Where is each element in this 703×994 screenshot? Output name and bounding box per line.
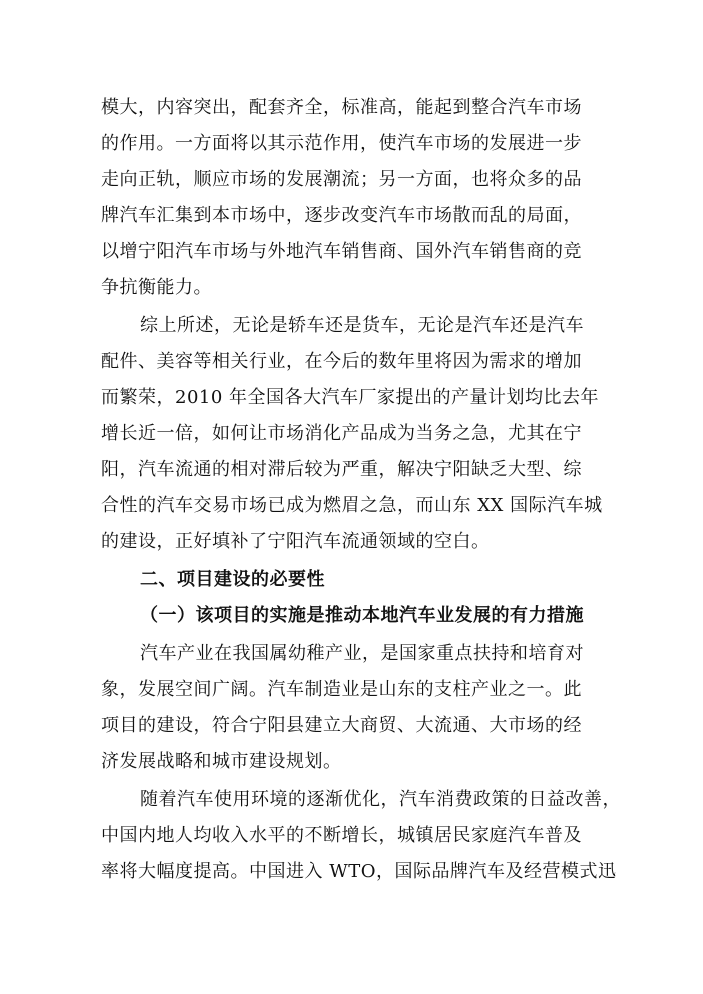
- text-line: 综上所述，无论是轿车还是货车，无论是汽车还是汽车: [140, 315, 584, 336]
- text-line: 汽车产业在我国属幼稚产业，是国家重点扶持和培育对: [140, 643, 584, 664]
- text-line: 率将大幅度提高。中国进入 WTO，国际品牌汽车及经营模式迅: [101, 861, 617, 882]
- text-line: 而繁荣，2010 年全国各大汽车厂家提出的产量计划均比去年: [101, 387, 600, 408]
- text-line: 随着汽车使用环境的逐渐优化，汽车消费政策的日益改善，: [140, 789, 621, 810]
- section-heading: 二、项目建设的必要性: [140, 569, 325, 590]
- text-line: 争抗衡能力。: [101, 277, 212, 298]
- text-line: 象，发展空间广阔。汽车制造业是山东的支柱产业之一。此: [101, 679, 582, 700]
- text-line: 的建设，正好填补了宁阳汽车流通领域的空白。: [101, 531, 490, 552]
- text-line: 配件、美容等相关行业，在今后的数年里将因为需求的增加: [101, 351, 582, 372]
- text-line: 合性的汽车交易市场已成为燃眉之急，而山东 XX 国际汽车城: [101, 495, 603, 516]
- text-line: 济发展战略和城市建设规划。: [101, 751, 342, 772]
- text-line: 牌汽车汇集到本市场中，逐步改变汽车市场散而乱的局面，: [101, 205, 582, 226]
- text-line: 增长近一倍，如何让市场消化产品成为当务之急，尤其在宁: [101, 423, 582, 444]
- text-line: 项目的建设，符合宁阳县建立大商贸、大流通、大市场的经: [101, 715, 582, 736]
- subsection-heading: （一）该项目的实施是推动本地汽车业发展的有力措施: [140, 605, 584, 626]
- text-line: 模大，内容突出，配套齐全，标准高，能起到整合汽车市场: [101, 97, 582, 118]
- text-line: 的作用。一方面将以其示范作用，使汽车市场的发展进一步: [101, 133, 582, 154]
- text-line: 阳，汽车流通的相对滞后较为严重，解决宁阳缺乏大型、综: [101, 459, 582, 480]
- text-line: 中国内地人均收入水平的不断增长，城镇居民家庭汽车普及: [101, 825, 582, 846]
- text-line: 走向正轨，顺应市场的发展潮流；另一方面，也将众多的品: [101, 169, 582, 190]
- text-line: 以增宁阳汽车市场与外地汽车销售商、国外汽车销售商的竞: [101, 241, 582, 262]
